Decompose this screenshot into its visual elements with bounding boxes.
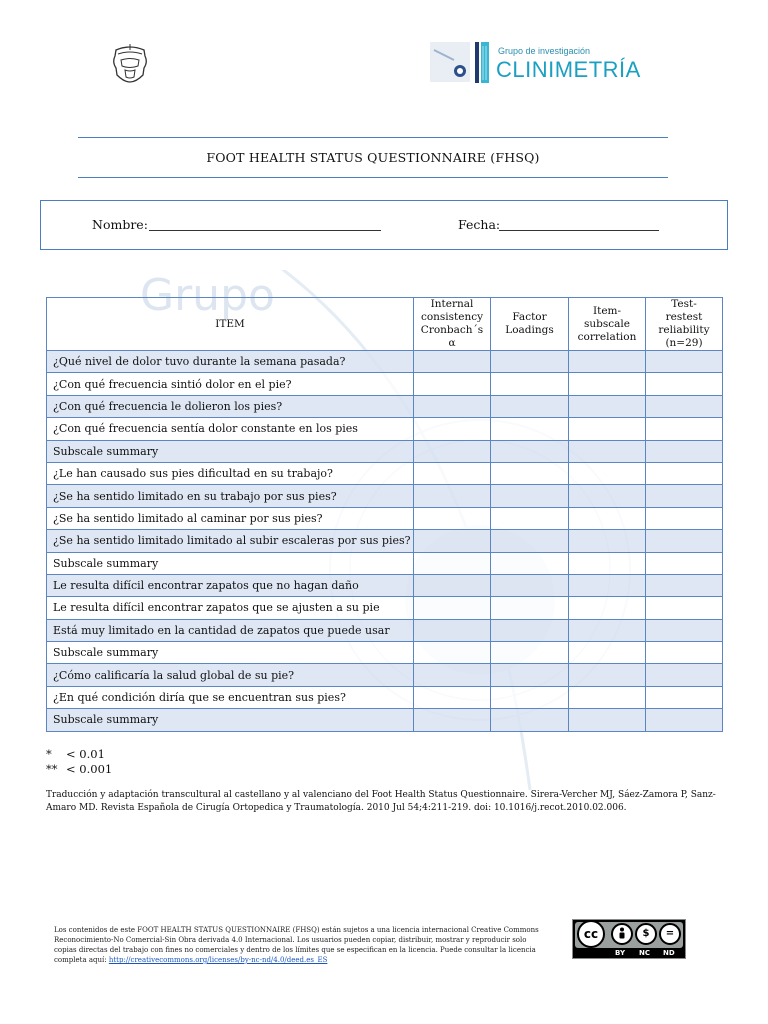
item-cell: ¿Se ha sentido limitado al caminar por sus pies?: [47, 507, 414, 529]
name-date-box: [40, 200, 728, 250]
creative-commons-badge[interactable]: cc $ = BY NC ND: [572, 919, 686, 959]
name-field-line[interactable]: [149, 216, 381, 231]
header-internal-consistency: Internal consistency Cronbach´s α: [414, 298, 491, 351]
item-cell: Le resulta difícil encontrar zapatos que se ajusten a su pie: [47, 597, 414, 619]
item-cell: ¿Con qué frecuencia le dolieron los pies?: [47, 395, 414, 417]
value-cell[interactable]: [491, 619, 569, 641]
table-row: [47, 619, 723, 641]
value-cell[interactable]: [491, 373, 569, 395]
table-header-row: [47, 298, 723, 351]
value-cell[interactable]: [646, 440, 723, 462]
title-top-rule: [78, 137, 668, 138]
value-cell[interactable]: [646, 351, 723, 373]
value-cell[interactable]: [491, 395, 569, 417]
table-row: [47, 597, 723, 619]
significance-legend: [46, 747, 112, 777]
value-cell[interactable]: [569, 440, 646, 462]
table-row: [47, 373, 723, 395]
value-cell[interactable]: [414, 440, 491, 462]
value-cell[interactable]: [414, 485, 491, 507]
table-row: [47, 686, 723, 708]
value-cell[interactable]: [646, 530, 723, 552]
table-row: [47, 709, 723, 731]
cc-icon: cc: [577, 920, 605, 948]
value-cell[interactable]: [491, 440, 569, 462]
value-cell[interactable]: [569, 418, 646, 440]
value-cell[interactable]: [414, 552, 491, 574]
value-cell[interactable]: [569, 507, 646, 529]
value-cell[interactable]: [569, 373, 646, 395]
header-item-subscale: Item-subscale correlation: [569, 298, 646, 351]
value-cell[interactable]: [569, 552, 646, 574]
item-cell: Subscale summary: [47, 642, 414, 664]
value-cell[interactable]: [646, 462, 723, 484]
table-row: [47, 574, 723, 596]
item-cell: Subscale summary: [47, 440, 414, 462]
table-row: [47, 642, 723, 664]
clinimetria-logo: [430, 40, 660, 85]
fhsq-table: [46, 297, 723, 732]
table-row: [47, 462, 723, 484]
table-row: [47, 485, 723, 507]
value-cell[interactable]: [414, 709, 491, 731]
svg-text:Grupo: Grupo: [140, 270, 275, 321]
value-cell[interactable]: [491, 664, 569, 686]
item-cell: ¿Se ha sentido limitado limitado al subir escaleras por sus pies?: [47, 530, 414, 552]
value-cell[interactable]: [491, 686, 569, 708]
item-cell: Subscale summary: [47, 709, 414, 731]
value-cell[interactable]: [646, 619, 723, 641]
value-cell[interactable]: [414, 418, 491, 440]
value-cell[interactable]: [569, 664, 646, 686]
value-cell[interactable]: [569, 642, 646, 664]
item-cell: ¿Le han causado sus pies dificultad en su trabajo?: [47, 462, 414, 484]
table-row: [47, 351, 723, 373]
brand-title: CLINIMETRÍA: [496, 57, 641, 82]
item-cell: Subscale summary: [47, 552, 414, 574]
value-cell[interactable]: [646, 597, 723, 619]
table-row: [47, 418, 723, 440]
value-cell[interactable]: [491, 507, 569, 529]
value-cell[interactable]: [569, 574, 646, 596]
noderivatives-icon: =: [659, 923, 681, 945]
value-cell[interactable]: [569, 530, 646, 552]
value-cell[interactable]: [414, 619, 491, 641]
value-cell[interactable]: [414, 530, 491, 552]
value-cell[interactable]: [414, 507, 491, 529]
value-cell[interactable]: [569, 686, 646, 708]
value-cell[interactable]: [491, 709, 569, 731]
value-cell[interactable]: [491, 462, 569, 484]
value-cell[interactable]: [491, 418, 569, 440]
citation-reference: Traducción y adaptación transcultural al castellano y al valenciano del Foot Health Status Questionnaire. Sirera-Vercher MJ, Sáez-Zamora P, Sanz-Amaro MD. Revista Española de Cirugía Ortopedica y Traumatología. 2010 Jul 54;4:211-219. doi: 10.1016/j.recot.2010.02.006.: [46, 790, 716, 813]
value-cell[interactable]: [646, 664, 723, 686]
value-cell[interactable]: [491, 597, 569, 619]
item-cell: ¿Con qué frecuencia sintió dolor en el pie?: [47, 373, 414, 395]
value-cell[interactable]: [414, 395, 491, 417]
table-row: [47, 552, 723, 574]
value-cell[interactable]: [569, 709, 646, 731]
item-cell: ¿En qué condición diría que se encuentran sus pies?: [47, 686, 414, 708]
table-row: [47, 395, 723, 417]
value-cell[interactable]: [646, 552, 723, 574]
value-cell[interactable]: [414, 351, 491, 373]
table-row: [47, 507, 723, 529]
value-cell[interactable]: [414, 686, 491, 708]
value-cell[interactable]: [569, 597, 646, 619]
item-cell: ¿Con qué frecuencia sentía dolor constante en los pies: [47, 418, 414, 440]
value-cell[interactable]: [569, 395, 646, 417]
item-cell: Le resulta difícil encontrar zapatos que no hagan daño: [47, 574, 414, 596]
university-seal-icon: [430, 40, 492, 85]
value-cell[interactable]: [646, 686, 723, 708]
value-cell[interactable]: [491, 485, 569, 507]
value-cell[interactable]: [414, 642, 491, 664]
value-cell[interactable]: [491, 642, 569, 664]
brand-subtitle: Grupo de investigación: [498, 46, 591, 56]
value-cell[interactable]: [414, 597, 491, 619]
value-cell[interactable]: [491, 530, 569, 552]
header-test-retest: Test- restest reliability (n=29): [646, 298, 723, 351]
value-cell[interactable]: [491, 552, 569, 574]
attribution-person-icon: [611, 923, 633, 945]
date-field-line[interactable]: [499, 216, 659, 231]
header-factor-loadings: Factor Loadings: [491, 298, 569, 351]
value-cell[interactable]: [491, 574, 569, 596]
value-cell[interactable]: [414, 574, 491, 596]
value-cell[interactable]: [646, 418, 723, 440]
value-cell[interactable]: [414, 462, 491, 484]
page-title: FOOT HEALTH STATUS QUESTIONNAIRE (FHSQ): [206, 150, 540, 165]
name-label: Nombre:: [92, 217, 148, 232]
value-cell[interactable]: [646, 507, 723, 529]
date-label: Fecha:: [458, 217, 501, 232]
table-row: [47, 440, 723, 462]
value-cell[interactable]: [569, 619, 646, 641]
value-cell[interactable]: [569, 462, 646, 484]
item-cell: ¿Se ha sentido limitado en su trabajo por sus pies?: [47, 485, 414, 507]
value-cell[interactable]: [414, 664, 491, 686]
table-row: [47, 530, 723, 552]
value-cell[interactable]: [414, 373, 491, 395]
value-cell[interactable]: [646, 642, 723, 664]
value-cell[interactable]: [491, 351, 569, 373]
value-cell[interactable]: [646, 574, 723, 596]
header-item: ITEM: [47, 298, 414, 351]
helmet-logo-icon: [108, 42, 152, 86]
legend-row: * < 0.01: [46, 747, 105, 761]
value-cell[interactable]: [569, 351, 646, 373]
legend-row: ** < 0.001: [46, 762, 113, 776]
item-cell: ¿Qué nivel de dolor tuvo durante la semana pasada?: [47, 351, 414, 373]
value-cell[interactable]: [646, 373, 723, 395]
item-cell: Está muy limitado en la cantidad de zapatos que puede usar: [47, 619, 414, 641]
license-notice: Los contenidos de este FOOT HEALTH STATUS QUESTIONNAIRE (FHSQ) están sujetos a una licencia internacional Creative Commons Reconocimiento-No Comercial-Sin Obra derivada 4.0 Internacional. Los usuarios pueden copiar, distribuir, mostrar y reproducir solo copias directas del trabajo con fines no comerciales y dentro de los límites que se especifican en la licencia. Puede consultar la licencia completa aquí: http://creativecommons.org/licenses/by-nc-nd/4.0/deed.es_ES: [54, 926, 539, 964]
license-link[interactable]: http://creativecommons.org/licenses/by-nc-nd/4.0/deed.es_ES: [108, 956, 328, 964]
noncommercial-icon: $: [635, 923, 657, 945]
item-cell: ¿Cómo calificaría la salud global de su pie?: [47, 664, 414, 686]
value-cell[interactable]: [646, 395, 723, 417]
value-cell[interactable]: [569, 485, 646, 507]
table-row: [47, 664, 723, 686]
value-cell[interactable]: [646, 485, 723, 507]
title-bottom-rule: [78, 177, 668, 178]
value-cell[interactable]: [646, 709, 723, 731]
